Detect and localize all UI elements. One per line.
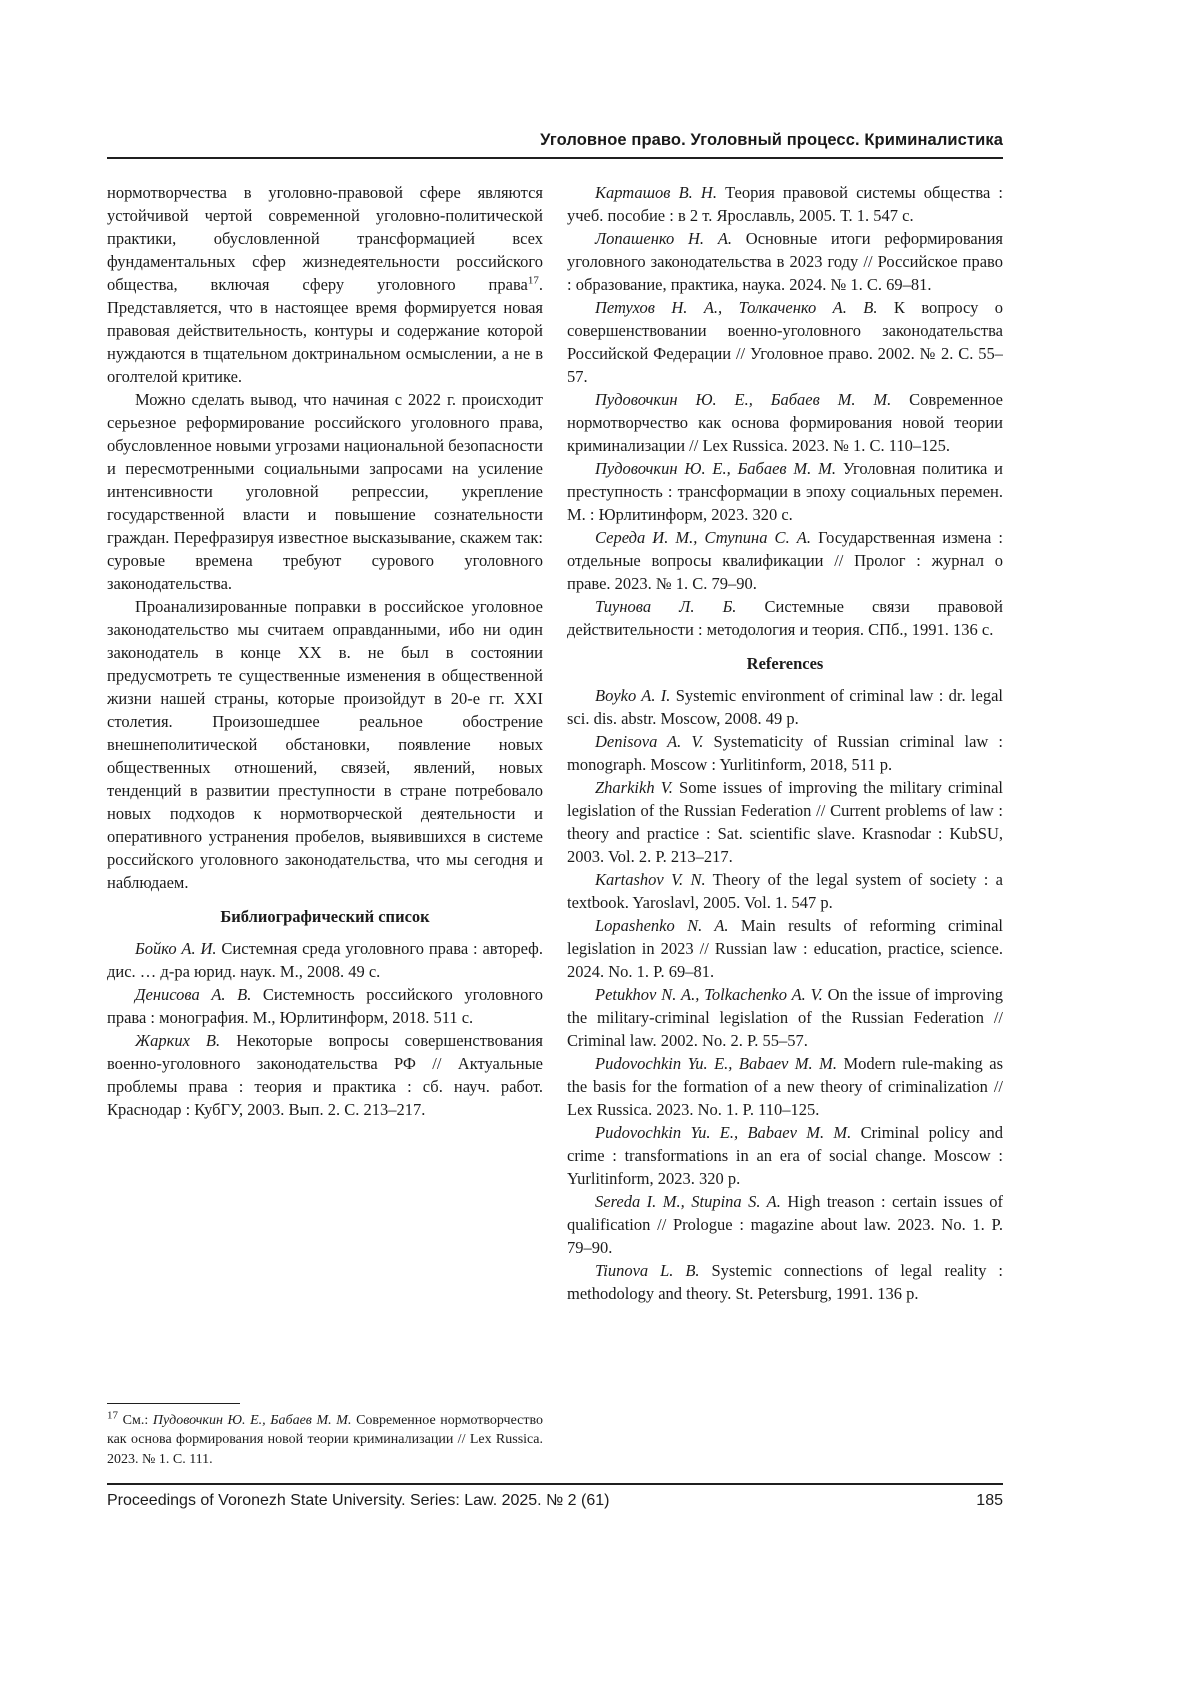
- entry-text: Системная среда уголовного права : автореф. дис. … д-ра юрид. наук. М., 2008. 49 с.: [107, 939, 543, 981]
- bibliography-entry: [107, 1029, 543, 1121]
- header-rule: [107, 157, 1003, 159]
- entry-author: Sereda I. M., Stupina S. A.: [595, 1192, 781, 1211]
- entry-text: Modern rule-making as the basis for the formation of a new theory of criminalization // Lex Russica. 2023. No. 1. P. 110–125.: [567, 1054, 1003, 1119]
- entry-text: Основные итоги реформирования уголовного законодательства в 2023 году // Российское право : образование, практика, наука. 2024. № 1. С. 69–81.: [567, 229, 1003, 294]
- entry-author: Пудовочкин Ю. Е., Бабаев М. М.: [595, 390, 892, 409]
- entry-author: Бойко А. И.: [135, 939, 217, 958]
- entry-text: Criminal policy and crime : transformations in an era of social change. Moscow : Yurlitinform, 2023. 320 p.: [567, 1123, 1003, 1188]
- entry-text: Системные связи правовой действительности : методология и теория. СПб., 1991. 136 с.: [567, 597, 1003, 639]
- page-number: 185: [976, 1492, 1003, 1509]
- footnote-rule: [107, 1403, 240, 1404]
- bibliography-title: Библиографический список: [220, 907, 430, 926]
- reference-entry: [567, 868, 1003, 914]
- reference-entry: [567, 1259, 1003, 1305]
- entry-author: Denisova A. V.: [595, 732, 704, 751]
- left-column: [107, 181, 543, 1469]
- footnote-reference: 17: [527, 274, 539, 287]
- bibliography-entry: [567, 457, 1003, 526]
- footer-row: [107, 1492, 1003, 1510]
- footnote-body: Современное нормотворчество как основа формирования новой теории криминализации // Lex Russica. 2023. № 1. С. 111.: [107, 1412, 543, 1467]
- page-content: [107, 181, 1003, 1469]
- entry-author: Тиунова Л. Б.: [595, 597, 737, 616]
- entry-text: Systematicity of Russian criminal law : monograph. Moscow : Yurlitinform, 2018, 511 p.: [567, 732, 1003, 774]
- entry-author: Petukhov N. A., Tolkachenko A. V.: [595, 985, 823, 1004]
- entry-author: Zharkikh V.: [595, 778, 673, 797]
- entry-author: Kartashov V. N.: [595, 870, 706, 889]
- bibliography-entry: [107, 937, 543, 983]
- entry-text: Некоторые вопросы совершенствования военно-уголовного законодательства РФ // Актуальные проблемы права : теория и практика : сб. науч. работ. Краснодар : КубГУ, 2003. Вып. 2. С. 213–217.: [107, 1031, 543, 1119]
- footnote-marker: 17: [107, 1408, 118, 1421]
- entry-author: Tiunova L. B.: [595, 1261, 700, 1280]
- body-paragraph: Можно сделать вывод, что начиная с 2022 г. происходит серьезное реформирование российского уголовного права, обусловленное новыми угрозами национальной безопасности и пересмотренными социальными запросами на усиление интенсивности уголовной репрессии, укрепление государственной власти и повышение сознательности граждан. Перефразируя известное высказывание, скажем так: суровые времена требуют сурового уголовного законодательства.: [107, 390, 543, 593]
- bibliography-entry: [107, 983, 543, 1029]
- reference-entry: [567, 1190, 1003, 1259]
- reference-entry: [567, 914, 1003, 983]
- footnote-text: [107, 1408, 543, 1470]
- body-paragraph: [107, 181, 543, 388]
- body-paragraph: Проанализированные поправки в российское уголовное законодательство мы считаем оправданными, ибо ни один законодатель в конце XX в. не был в состоянии предусмотреть те существенные изменения в общественной жизни нашей страны, которые произойдут в 20-е гг. XXI столетия. Произошедшее реальное обострение внешнеполитической обстановки, появление новых общественных отношений, связей, явлений, новых тенденций в развитии преступности в стране потребовало новых подходов к нормотворческой деятельности и оперативного устранения пробелов, выявившихся в системе российского уголовного законодательства, что мы сегодня и наблюдаем.: [107, 597, 543, 892]
- bibliography-entry: [567, 388, 1003, 457]
- bibliography-entry: [567, 526, 1003, 595]
- reference-entry: [567, 684, 1003, 730]
- entry-text: Уголовная политика и преступность : трансформации в эпоху социальных перемен. М. : Юрлитинформ, 2023. 320 с.: [567, 459, 1003, 524]
- paragraph-text: нормотворчества в уголовно-правовой сфере являются устойчивой чертой современной уголовно-политической практики, обусловленной трансформацией всех фундаментальных сфер жизнедеятельности российского общества, включая сферу уголовного права: [107, 183, 543, 294]
- left-column-text: [107, 181, 543, 1359]
- running-title: Уголовное право. Уголовный процесс. Криминалистика: [540, 131, 1003, 149]
- reference-entry: [567, 730, 1003, 776]
- bibliography-entry: [567, 181, 1003, 227]
- entry-text: Теория правовой системы общества : учеб. пособие : в 2 т. Ярославль, 2005. Т. 1. 547 с.: [567, 183, 1003, 225]
- entry-text: High treason : certain issues of qualification // Prologue : magazine about law. 2023. No. 1. P. 79–90.: [567, 1192, 1003, 1257]
- bibliography-entry: [567, 595, 1003, 641]
- entry-text: Some issues of improving the military criminal legislation of the Russian Federation // Current problems of law : theory and practice : Sat. scientific slave. Krasnodar : KubSU, 2003. Vol. 2. P. 213–217.: [567, 778, 1003, 866]
- entry-author: Жарких В.: [135, 1031, 221, 1050]
- entry-text: On the issue of improving the military-criminal legislation of the Russian Federation // Criminal law. 2002. No. 2. P. 55–57.: [567, 985, 1003, 1050]
- reference-entry: [567, 776, 1003, 868]
- entry-text: Системность российского уголовного права : монография. М., Юрлитинформ, 2018. 511 с.: [107, 985, 543, 1027]
- entry-author: Середа И. М., Ступина С. А.: [595, 528, 811, 547]
- entry-author: Петухов Н. А., Толкаченко А. В.: [595, 298, 878, 317]
- reference-entry: [567, 1121, 1003, 1190]
- entry-author: Pudovochkin Yu. E., Babaev M. M.: [595, 1054, 837, 1073]
- bibliography-entry: [567, 296, 1003, 388]
- footnote: [107, 1399, 543, 1470]
- entry-text: Theory of the legal system of society : a textbook. Yaroslavl, 2005. Vol. 1. 547 p.: [567, 870, 1003, 912]
- entry-text: Современное нормотворчество как основа формирования новой теории криминализации // Lex Russica. 2023. № 1. С. 110–125.: [567, 390, 1003, 455]
- page-header: [107, 131, 1003, 159]
- paragraph-text: . Представляется, что в настоящее время формируется новая правовая действительность, контуры и содержание которой нуждаются в тщательном доктринальном осмыслении, а не в оголтелой критике.: [107, 275, 543, 386]
- bibliography-entry: [567, 227, 1003, 296]
- entry-author: Lopashenko N. A.: [595, 916, 729, 935]
- entry-text: Государственная измена : отдельные вопросы квалификации // Пролог : журнал о праве. 2023. № 1. С. 79–90.: [567, 528, 1003, 593]
- entry-text: Systemic environment of criminal law : dr. legal sci. dis. abstr. Moscow, 2008. 49 p.: [567, 686, 1003, 728]
- footnote-author: Пудовочкин Ю. Е., Бабаев М. М.: [152, 1412, 352, 1428]
- entry-text: Main results of reforming criminal legislation in 2023 // Russian law : education, practice, science. 2024. No. 1. P. 69–81.: [567, 916, 1003, 981]
- right-column: [567, 181, 1003, 1469]
- footer-journal-info: Proceedings of Voronezh State University. Series: Law. 2025. № 2 (61): [107, 1492, 610, 1509]
- reference-entry: [567, 1052, 1003, 1121]
- entry-text: Systemic connections of legal reality : methodology and theory. St. Petersburg, 1991. 136 p.: [567, 1261, 1003, 1303]
- reference-entry: [567, 983, 1003, 1052]
- entry-text: К вопросу о совершенствовании военно-уголовного законодательства Российской Федерации // Уголовное право. 2002. № 2. С. 55–57.: [567, 298, 1003, 386]
- entry-author: Pudovochkin Yu. E., Babaev M. M.: [595, 1123, 852, 1142]
- entry-author: Денисова А. В.: [135, 985, 252, 1004]
- entry-author: Пудовочкин Ю. Е., Бабаев М. М.: [595, 459, 836, 478]
- footer-rule: [107, 1483, 1003, 1485]
- entry-author: Лопашенко Н. А.: [595, 229, 733, 248]
- references-title: References: [746, 654, 824, 673]
- footnote-prefix: См.:: [118, 1412, 153, 1428]
- entry-author: Карташов В. Н.: [595, 183, 717, 202]
- entry-author: Boyko A. I.: [595, 686, 671, 705]
- page-footer: [107, 1483, 1003, 1510]
